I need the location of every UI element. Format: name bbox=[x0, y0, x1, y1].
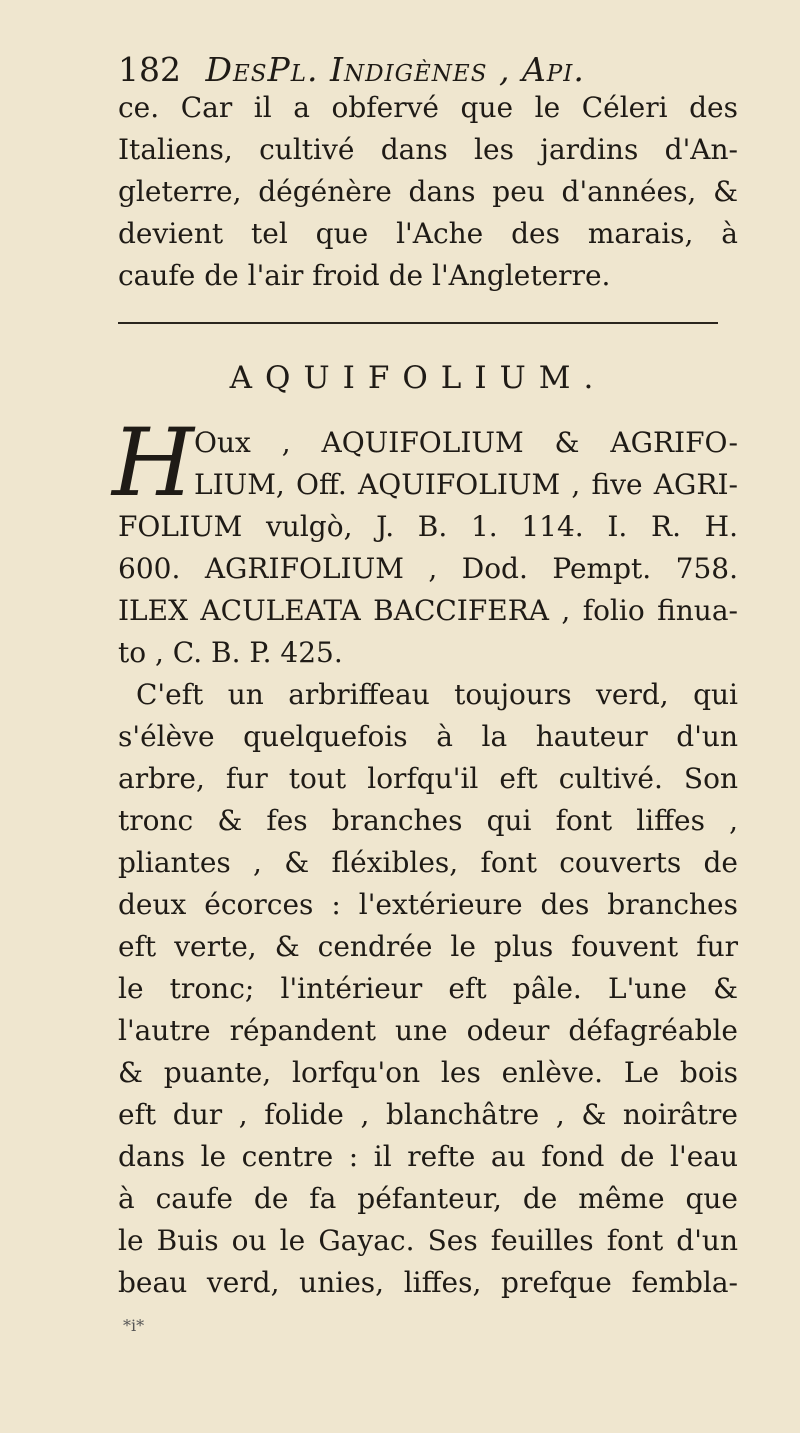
text-line: tronc & fes branches qui font liffes , bbox=[118, 804, 738, 837]
text-line: Italiens, cultivé dans les jardins d'An- bbox=[118, 133, 738, 166]
signature-mark: *i* bbox=[123, 1316, 145, 1335]
text-line: deux écorces : l'extérieure des branches bbox=[118, 888, 738, 921]
text-line: C'eft un arbriffeau toujours verd, qui bbox=[136, 678, 738, 711]
section-title: AQUIFOLIUM. bbox=[229, 360, 607, 396]
text-line: & puante, lorfqu'on les enlève. Le bois bbox=[118, 1056, 738, 1089]
text-line: l'autre répandent une odeur défagréable bbox=[118, 1014, 738, 1047]
text-line: beau verd, unies, liffes, prefque fembla- bbox=[118, 1266, 738, 1299]
text-line: dans le centre : il refte au fond de l'eau bbox=[118, 1140, 738, 1173]
text-line: le Buis ou le Gayac. Ses feuilles font d'un bbox=[118, 1224, 738, 1257]
text-line: ce. Car il a obfervé que le Céleri des bbox=[118, 91, 738, 124]
text-line: à caufe de fa péfanteur, de même que bbox=[118, 1182, 738, 1215]
text-line: le tronc; l'intérieur eft pâle. L'une & bbox=[118, 972, 738, 1005]
text-line: LIUM, Off. AQUIFOLIUM , five AGRI- bbox=[194, 468, 738, 501]
page-number: 182 bbox=[118, 50, 181, 89]
running-title: DesPl. Indigènes , Api. bbox=[205, 50, 585, 89]
text-line: caufe de l'air froid de l'Angleterre. bbox=[118, 259, 611, 292]
text-line: ILEX ACULEATA BACCIFERA , folio finua- bbox=[118, 594, 738, 627]
text-line: gleterre, dégénère dans peu d'années, & bbox=[118, 175, 738, 208]
text-line: 600. AGRIFOLIUM , Dod. Pempt. 758. bbox=[118, 552, 738, 585]
text-line: arbre, fur tout lorfqu'il eft cultivé. Son bbox=[118, 762, 738, 795]
text-line: to , C. B. P. 425. bbox=[118, 636, 343, 669]
text-line: eft dur , folide , blanchâtre , & noirâtre bbox=[118, 1098, 738, 1131]
text-line: pliantes , & fléxibles, font couverts de bbox=[118, 846, 738, 879]
text-line: Oux , AQUIFOLIUM & AGRIFO- bbox=[194, 426, 738, 459]
text-line: s'élève quelquefois à la hauteur d'un bbox=[118, 720, 738, 753]
text-line: FOLIUM vulgò, J. B. 1. 114. I. R. H. bbox=[118, 510, 738, 543]
text-line: eft verte, & cendrée le plus fouvent fur bbox=[118, 930, 738, 963]
section-rule bbox=[118, 322, 718, 324]
drop-cap: H bbox=[112, 409, 194, 518]
text-line: devient tel que l'Ache des marais, à bbox=[118, 217, 738, 250]
